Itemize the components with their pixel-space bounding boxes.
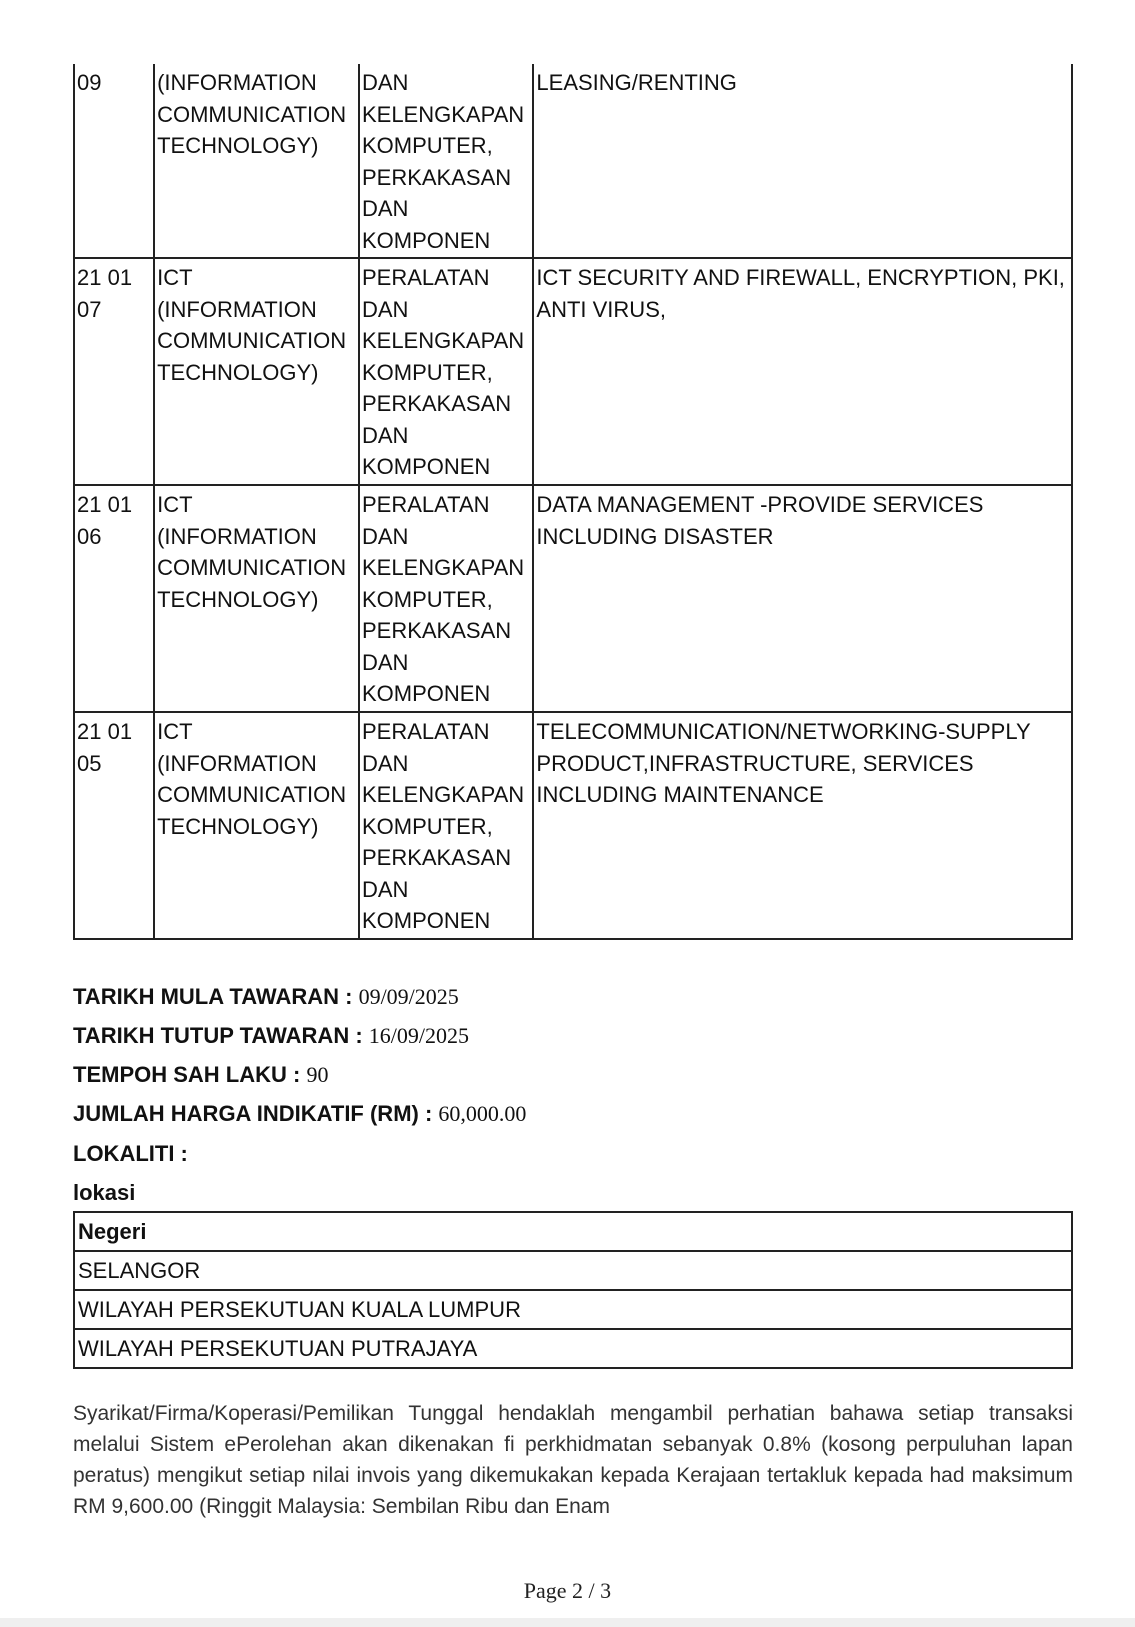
locality-label: LOKALITI : xyxy=(73,1141,188,1166)
category-code: 21 01 07 xyxy=(74,258,154,485)
category-name: ICT (INFORMATION COMMUNICATION TECHNOLOGY) xyxy=(154,258,359,485)
page-bottom-edge xyxy=(0,1618,1135,1627)
state-cell: SELANGOR xyxy=(74,1251,1072,1290)
offer-start-label: TARIKH MULA TAWARAN : xyxy=(73,984,353,1009)
page-number: Page 2 / 3 xyxy=(523,1578,612,1603)
table-row xyxy=(74,64,1072,258)
category-code: 09 xyxy=(74,64,154,258)
category-code: 21 01 06 xyxy=(74,485,154,712)
category-group: PERALATAN DAN KELENGKAPAN KOMPUTER, PERKAKASAN DAN KOMPONEN xyxy=(359,258,533,485)
table-row xyxy=(74,1251,1072,1290)
indicative-price xyxy=(73,1101,526,1127)
location-table xyxy=(73,1211,1073,1369)
category-name: ICT (INFORMATION COMMUNICATION TECHNOLOGY) xyxy=(154,712,359,939)
offer-start-date xyxy=(73,984,459,1010)
validity-value: 90 xyxy=(306,1062,329,1087)
category-group: PERALATAN DAN KELENGKAPAN KOMPUTER, PERKAKASAN DAN KOMPONEN xyxy=(359,485,533,712)
category-group: PERALATAN DAN KELENGKAPAN KOMPUTER, PERKAKASAN DAN KOMPONEN xyxy=(359,712,533,939)
indicative-price-value: 60,000.00 xyxy=(438,1101,527,1126)
category-code: 21 01 05 xyxy=(74,712,154,939)
location-heading: lokasi xyxy=(73,1180,136,1205)
offer-close-label: TARIKH TUTUP TAWARAN : xyxy=(73,1023,363,1048)
category-description: DATA MANAGEMENT -PROVIDE SERVICES INCLUDING DISASTER xyxy=(533,485,1072,712)
table-row xyxy=(74,712,1072,939)
location-table-header xyxy=(74,1212,1072,1251)
validity-label: TEMPOH SAH LAKU : xyxy=(73,1062,301,1087)
category-description: LEASING/RENTING xyxy=(533,64,1072,258)
offer-close-value: 16/09/2025 xyxy=(368,1023,470,1048)
category-name: ICT (INFORMATION COMMUNICATION TECHNOLOGY) xyxy=(154,485,359,712)
offer-close-date xyxy=(73,1023,469,1049)
table-row xyxy=(74,1290,1072,1329)
offer-start-value: 09/09/2025 xyxy=(358,984,459,1009)
service-fee-notice: Syarikat/Firma/Koperasi/Pemilikan Tunggal hendaklah mengambil perhatian bahawa setiap transaksi melalui Sistem ePerolehan akan dikenakan fi perkhidmatan sebanyak 0.8% (kosong perpuluhan lapan peratus) mengikut setiap nilai invois yang dikemukakan kepada Kerajaan tertakluk kepada had maksimum RM 9,600.00 (Ringgit Malaysia: Sembilan Ribu dan Enam xyxy=(73,1402,1073,1518)
table-row xyxy=(74,485,1072,712)
validity-period xyxy=(73,1062,328,1088)
category-table xyxy=(73,64,1073,940)
locality xyxy=(73,1141,188,1167)
state-cell: WILAYAH PERSEKUTUAN PUTRAJAYA xyxy=(74,1329,1072,1368)
indicative-price-label: JUMLAH HARGA INDIKATIF (RM) : xyxy=(73,1101,433,1126)
table-row xyxy=(74,258,1072,485)
category-group: DAN KELENGKAPAN KOMPUTER, PERKAKASAN DAN KOMPONEN xyxy=(359,64,533,258)
category-description: ICT SECURITY AND FIREWALL, ENCRYPTION, PKI, ANTI VIRUS, xyxy=(533,258,1072,485)
state-cell: WILAYAH PERSEKUTUAN KUALA LUMPUR xyxy=(74,1290,1072,1329)
table-row xyxy=(74,1329,1072,1368)
category-description: TELECOMMUNICATION/NETWORKING-SUPPLY PRODUCT,INFRASTRUCTURE, SERVICES INCLUDING MAINTENANCE xyxy=(533,712,1072,939)
category-name: (INFORMATION COMMUNICATION TECHNOLOGY) xyxy=(154,64,359,258)
state-column-header: Negeri xyxy=(74,1212,1072,1251)
